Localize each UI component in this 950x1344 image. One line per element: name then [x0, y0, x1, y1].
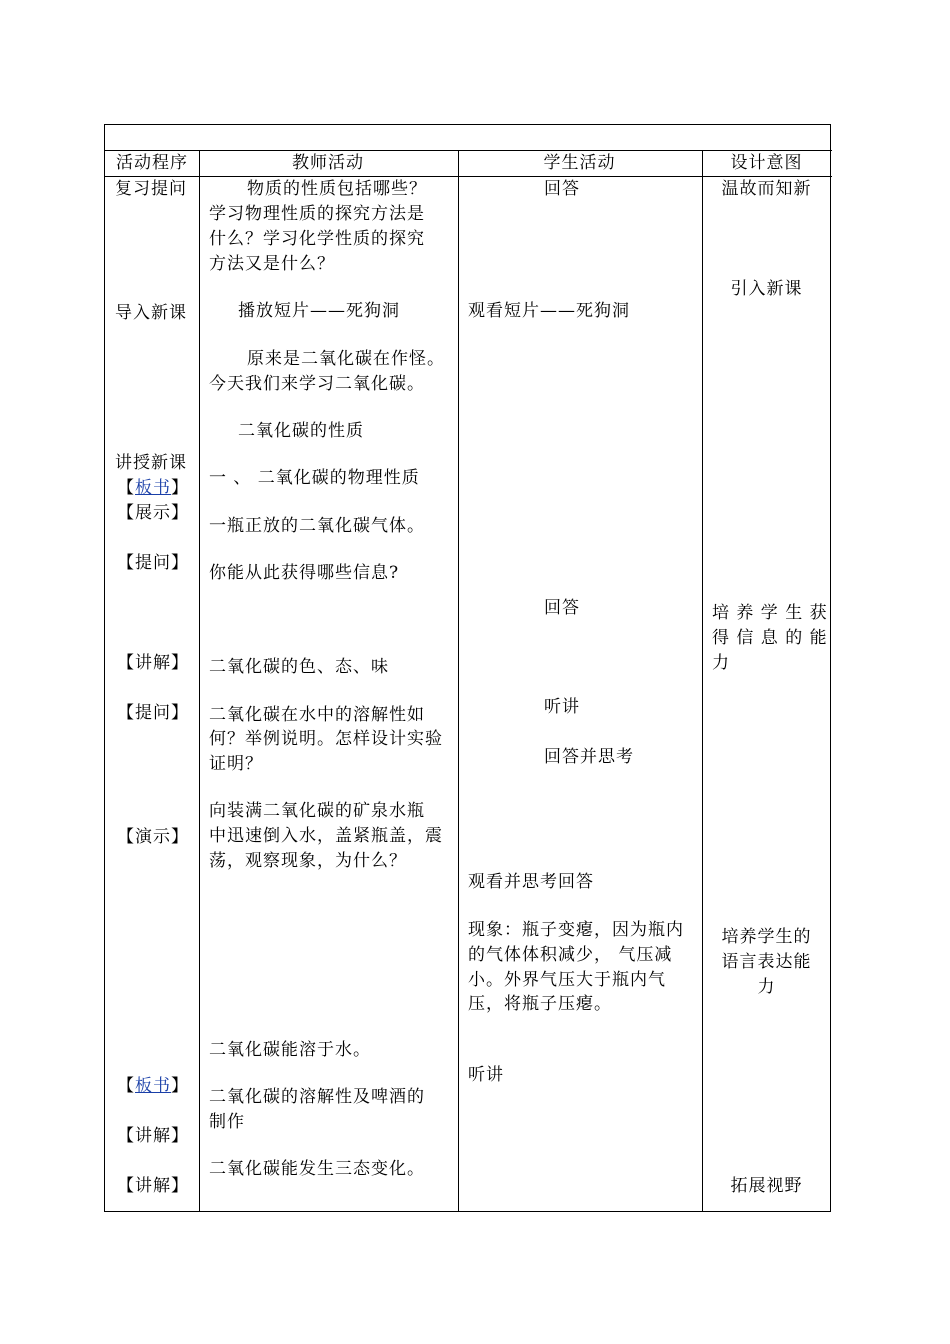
- student-phenomenon-line-1: 现象：瓶子变瘪，因为瓶内: [468, 920, 684, 940]
- teacher-bottle: 一瓶正放的二氧化碳气体。: [209, 516, 425, 536]
- teacher-topic: 二氧化碳的性质: [238, 421, 364, 441]
- procedure-board-1: [117, 476, 189, 501]
- teacher-color: 二氧化碳的色、态、味: [209, 657, 389, 677]
- student-phenomenon-line-2: 的气体体积减少， 气压减: [468, 945, 673, 965]
- teacher-demo-line-3: 荡，观察现象，为什么？: [209, 851, 407, 871]
- teacher-solubility-line-3: 证明？: [209, 754, 263, 774]
- intent-cultivate-1-line-3: 力: [712, 653, 730, 673]
- bracket-open: 【: [117, 1076, 135, 1096]
- header-teacher-activity: 教师活动: [292, 153, 364, 173]
- teacher-beer-line-2: 制作: [209, 1112, 245, 1132]
- header-design-intent: 设计意图: [730, 153, 803, 173]
- procedure-board-2: [117, 1074, 189, 1099]
- procedure-demo: 【演示】: [117, 827, 189, 847]
- header-activity-procedure: 活动程序: [116, 153, 188, 173]
- teacher-question-line-1: 物质的性质包括哪些？: [247, 179, 427, 199]
- intent-cultivate-2-line-2: 语言表达能: [721, 952, 812, 972]
- procedure-intro: 导入新课: [115, 303, 187, 323]
- student-listen-2: 听讲: [468, 1065, 504, 1085]
- student-phenomenon-line-3: 小。外界气压大于瓶内气: [468, 970, 666, 990]
- procedure-show: 【展示】: [117, 503, 189, 523]
- bracket-close: 】: [171, 1076, 189, 1096]
- student-answer-2: 回答: [544, 598, 580, 618]
- board-link-2[interactable]: 板书: [135, 1076, 171, 1096]
- procedure-explain-1: 【讲解】: [117, 653, 189, 673]
- procedure-ask-1: 【提问】: [117, 553, 189, 573]
- teacher-info: 你能从此获得哪些信息?: [209, 563, 400, 583]
- board-link-1[interactable]: 板书: [135, 478, 171, 498]
- teacher-question-line-3: 什么？学习化学性质的探究: [209, 229, 425, 249]
- intent-cultivate-2-line-3: 力: [757, 977, 776, 997]
- procedure-ask-2: 【提问】: [117, 703, 189, 723]
- procedure-explain-2: 【讲解】: [117, 1126, 189, 1146]
- bracket-close: 】: [171, 478, 189, 498]
- teacher-video: 播放短片——死狗洞: [238, 301, 400, 321]
- bracket-open: 【: [117, 478, 135, 498]
- column-divider-1: [199, 150, 200, 1212]
- student-listen-1: 听讲: [544, 697, 580, 717]
- teacher-co2-line-1: 原来是二氧化碳在作怪。: [247, 349, 445, 369]
- teacher-demo-line-2: 中迅速倒入水，盖紧瓶盖，震: [209, 826, 443, 846]
- teacher-solubility-line-2: 何？举例说明。怎样设计实验: [209, 729, 443, 749]
- procedure-review: 复习提问: [115, 179, 187, 199]
- teacher-section-1: 一 、 二氧化碳的物理性质: [209, 468, 420, 488]
- procedure-explain-3: 【讲解】: [117, 1176, 189, 1196]
- teacher-question-line-4: 方法又是什么？: [209, 254, 335, 274]
- teacher-solubility-line-1: 二氧化碳在水中的溶解性如: [209, 705, 425, 725]
- student-answer-think: 回答并思考: [544, 747, 634, 767]
- teacher-dissolve: 二氧化碳能溶于水。: [209, 1040, 371, 1060]
- intent-review: 温故而知新: [721, 179, 812, 199]
- teacher-question-line-2: 学习物理性质的探究方法是: [209, 204, 425, 224]
- intent-intro: 引入新课: [730, 279, 803, 299]
- procedure-teach: 讲授新课: [115, 453, 187, 473]
- student-watch: 观看短片——死狗洞: [468, 301, 630, 321]
- student-phenomenon-line-4: 压，将瓶子压瘪。: [468, 994, 612, 1014]
- student-watch-think: 观看并思考回答: [468, 872, 594, 892]
- column-divider-2: [458, 150, 459, 1212]
- intent-expand: 拓展视野: [730, 1176, 803, 1196]
- teacher-co2-line-2: 今天我们来学习二氧化碳。: [209, 374, 425, 394]
- intent-cultivate-2-line-1: 培养学生的: [721, 927, 812, 947]
- student-answer-1: 回答: [544, 179, 580, 199]
- header-student-activity: 学生活动: [543, 153, 616, 173]
- teacher-demo-line-1: 向装满二氧化碳的矿泉水瓶: [209, 801, 425, 821]
- teacher-phase: 二氧化碳能发生三态变化。: [209, 1159, 425, 1179]
- teacher-beer-line-1: 二氧化碳的溶解性及啤酒的: [209, 1087, 425, 1107]
- column-divider-3: [702, 150, 703, 1212]
- intent-cultivate-1-line-2: 得 信 息 的 能: [712, 628, 828, 648]
- intent-cultivate-1-line-1: 培 养 学 生 获: [712, 603, 828, 623]
